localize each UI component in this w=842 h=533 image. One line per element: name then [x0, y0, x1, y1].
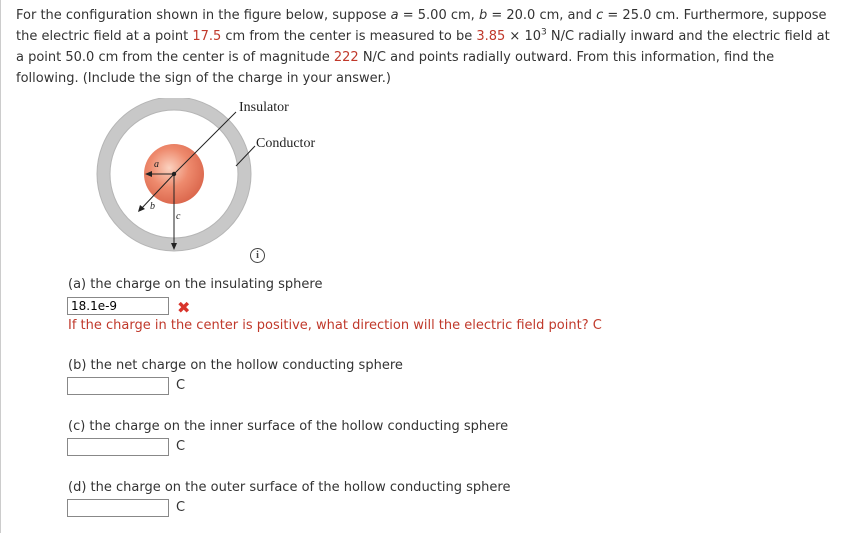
answer-a-input[interactable] — [67, 297, 169, 315]
info-icon[interactable]: i — [250, 248, 265, 263]
unit-c: C — [176, 439, 186, 454]
label-b: b — [150, 201, 155, 212]
question-c-label: (c) the charge on the inner surface of the hollow conducting sphere — [68, 419, 509, 434]
center-point — [172, 172, 176, 176]
insulator-label: Insulator — [239, 100, 289, 115]
spheres-diagram — [95, 98, 340, 258]
question-d-label: (d) the charge on the outer surface of the hollow conducting sphere — [68, 480, 511, 495]
unit-b: C — [176, 378, 186, 393]
problem-statement: For the configuration shown in the figure below, suppose a = 5.00 cm, b = 20.0 cm, and c = 25.0 cm. Furthermore, suppose the electric field at a point 17.5 cm from the center is measured to be $3.85 \times 10^3$ N/C radially inward and the electric field at a point 50.0 cm from the center is of magnitude 222 N/C and points radially outward. From this information, find the following. (Include the sign of the charge in your answer.) — [16, 8, 830, 86]
feedback-hint: If the charge in the center is positive, what direction will the electric field point? C — [68, 318, 602, 333]
unit-d: C — [176, 500, 186, 515]
conductor-label: Conductor — [256, 136, 316, 151]
answer-b-input[interactable] — [67, 377, 169, 395]
question-b-label: (b) the net charge on the hollow conducting sphere — [68, 358, 403, 373]
configuration-figure — [95, 98, 340, 258]
highlight-distance: 17.5 — [192, 29, 222, 44]
answer-c-input[interactable] — [67, 438, 169, 456]
label-a: a — [154, 159, 159, 170]
answer-d-input[interactable] — [67, 499, 169, 517]
highlight-field-value: 3.85 — [476, 29, 506, 44]
incorrect-x-icon: ✖ — [177, 298, 191, 317]
highlight-field-magnitude: 222 — [333, 50, 359, 65]
question-a-label: (a) the charge on the insulating sphere — [68, 277, 323, 292]
left-border — [0, 0, 1, 533]
label-c: c — [176, 211, 181, 222]
